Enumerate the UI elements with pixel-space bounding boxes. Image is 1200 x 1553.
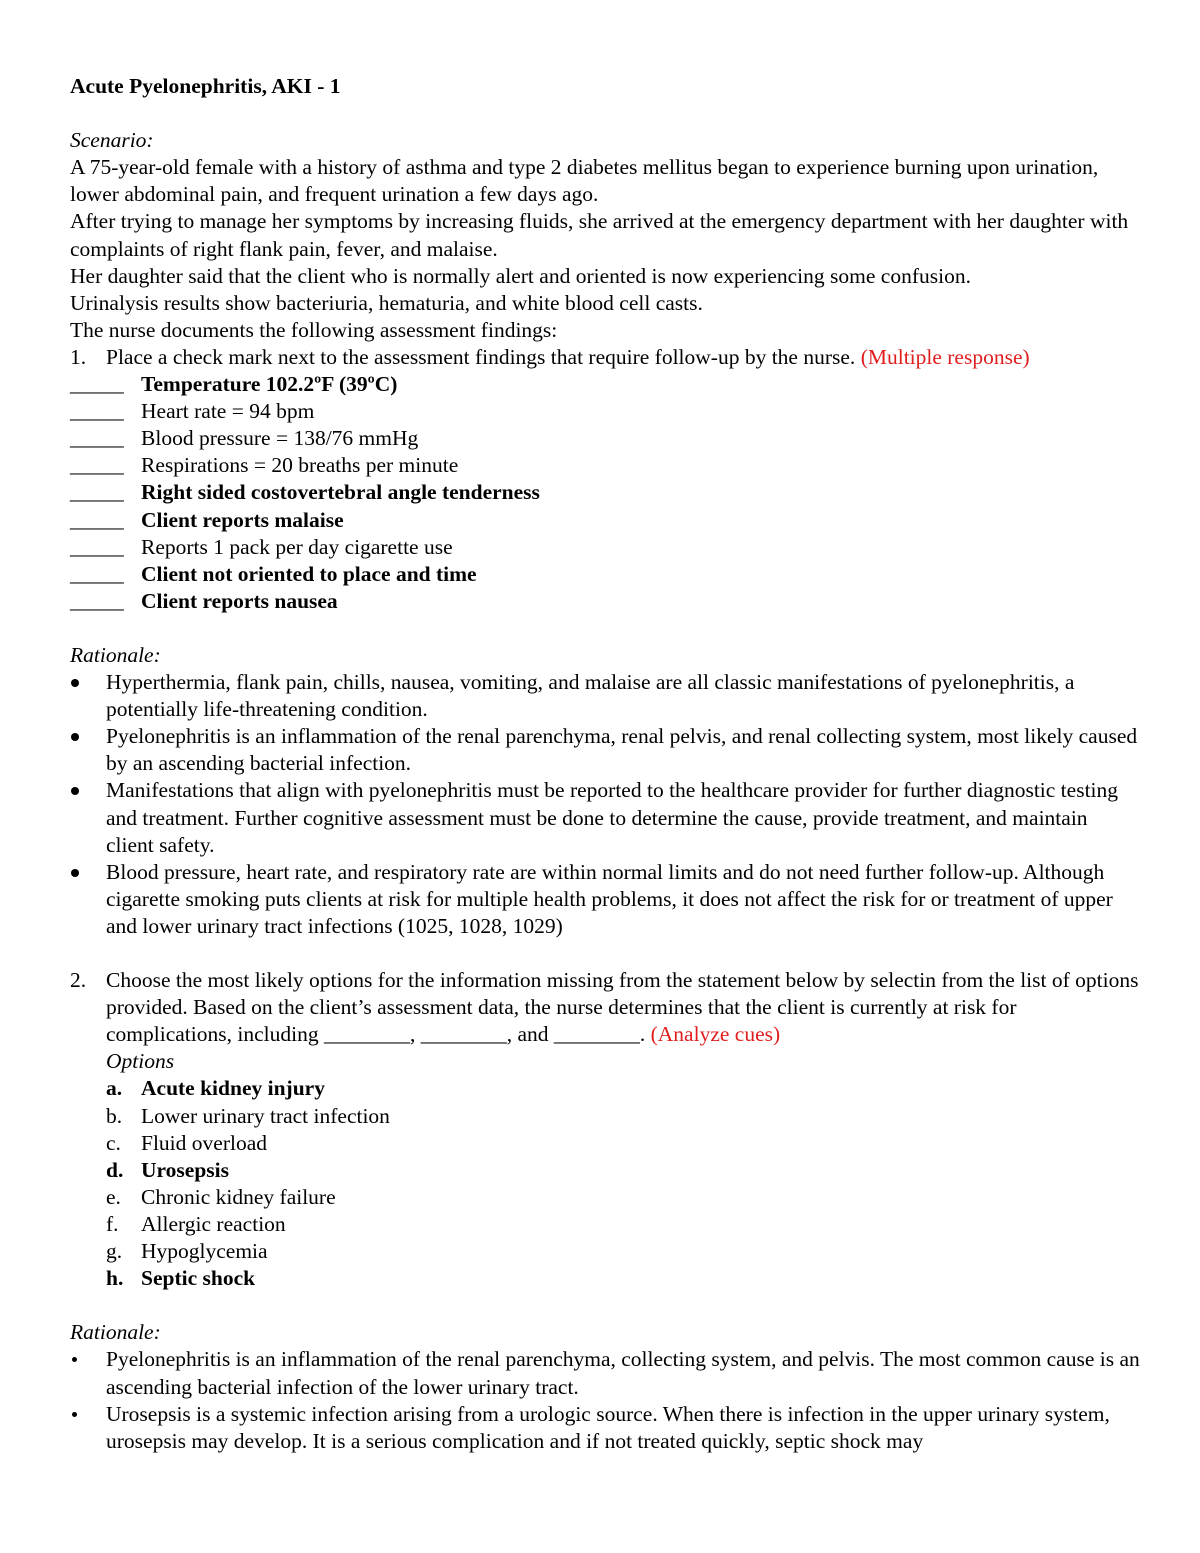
option-item[interactable]: f. Allergic reaction — [106, 1211, 286, 1236]
check-blank[interactable]: _____ — [70, 399, 124, 424]
bullet-icon — [70, 1401, 106, 1455]
check-blank[interactable]: _____ — [70, 534, 124, 559]
option-item[interactable]: c. Fluid overload — [106, 1130, 267, 1155]
question-number: 1. — [70, 344, 87, 369]
bullet-icon — [70, 723, 106, 777]
scenario-paragraph: Her daughter said that the client who is normally alert and oriented is now experiencing some confusion. — [70, 263, 971, 288]
finding-text: Temperature 102.2ºF (39ºC) — [141, 372, 398, 397]
option-item[interactable]: g. Hypoglycemia — [106, 1239, 268, 1264]
question-text: Choose the most likely options for the information missing from the statement below by selectin from the list of options provided. Based on the client’s assessment data, the nurse determines that the client is currently at risk for complications, including ________, ________, and ________. — [106, 968, 1139, 1047]
finding-text: Reports 1 pack per day cigarette use — [141, 534, 453, 559]
options-label: Options — [106, 1049, 175, 1074]
scenario-label: Scenario: — [70, 128, 154, 153]
check-blank[interactable]: _____ — [70, 480, 124, 505]
question-tag: (Analyze cues) — [650, 1022, 781, 1047]
check-blank[interactable]: _____ — [70, 426, 124, 451]
question-2 — [70, 967, 1140, 1048]
finding-text: Respirations = 20 breaths per minute — [141, 453, 459, 478]
finding-row — [70, 561, 1140, 588]
finding-row — [70, 452, 1140, 479]
scenario-paragraph: A 75-year-old female with a history of asthma and type 2 diabetes mellitus began to experience burning upon urination, lower abdominal pain, and frequent urination a few days ago. — [70, 155, 1099, 207]
finding-text: Right sided costovertebral angle tenderness — [141, 480, 540, 505]
rationale-item: Manifestations that align with pyelonephritis must be reported to the healthcare provider for further diagnostic testing and treatment. Further cognitive assessment must be done to determine the cause, provide treatment, and maintain client safety. — [70, 777, 1140, 858]
option-item[interactable]: d. Urosepsis — [106, 1157, 230, 1182]
options-list — [70, 1048, 1140, 1292]
rationale-item: Pyelonephritis is an inflammation of the renal parenchyma, renal pelvis, and renal collecting system, most likely caused by an ascending bacterial infection. — [70, 723, 1140, 777]
bullet-icon — [70, 859, 106, 940]
bullet-icon — [70, 1346, 106, 1400]
finding-text: Heart rate = 94 bpm — [141, 399, 315, 424]
scenario-paragraph: After trying to manage her symptoms by increasing fluids, she arrived at the emergency department with her daughter with complaints of right flank pain, fever, and malaise. — [70, 209, 1129, 261]
finding-row — [70, 479, 1140, 506]
check-blank[interactable]: _____ — [70, 507, 124, 532]
question-number: 2. — [70, 968, 87, 993]
finding-row — [70, 534, 1140, 561]
option-item[interactable]: h. Septic shock — [106, 1266, 256, 1291]
finding-row — [70, 507, 1140, 534]
rationale-label: Rationale: — [70, 1320, 161, 1345]
document-page — [70, 73, 1140, 1455]
rationale-label: Rationale: — [70, 642, 161, 667]
scenario-paragraph: The nurse documents the following assessment findings: — [70, 317, 558, 342]
rationale-item: Hyperthermia, flank pain, chills, nausea, vomiting, and malaise are all classic manifestations of pyelonephritis, a potentially life-threatening condition. — [70, 669, 1140, 723]
check-blank[interactable]: _____ — [70, 372, 124, 397]
scenario-paragraph: Urinalysis results show bacteriuria, hematuria, and white blood cell casts. — [70, 290, 703, 315]
document-title: Acute Pyelonephritis, AKI - 1 — [70, 74, 341, 98]
bullet-icon — [70, 669, 106, 723]
check-blank[interactable]: _____ — [70, 453, 124, 478]
finding-text: Blood pressure = 138/76 mmHg — [141, 426, 419, 451]
finding-row — [70, 371, 1140, 398]
bullet-icon — [70, 777, 106, 858]
rationale-item: Urosepsis is a systemic infection arising from a urologic source. When there is infection in the upper urinary system, urosepsis may develop. It is a serious complication and if not treated quickly, septic shock may — [70, 1401, 1140, 1455]
finding-row — [70, 588, 1140, 615]
rationale-item: Pyelonephritis is an inflammation of the renal parenchyma, collecting system, and pelvis. The most common cause is an ascending bacterial infection of the lower urinary tract. — [70, 1346, 1140, 1400]
check-blank[interactable]: _____ — [70, 588, 124, 613]
question-1 — [70, 344, 1140, 371]
rationale-item: Blood pressure, heart rate, and respiratory rate are within normal limits and do not need further follow-up. Although cigarette smoking puts clients at risk for multiple health problems, it does not affect the risk for or treatment of upper and lower urinary tract infections (1025, 1028, 1029) — [70, 859, 1140, 940]
check-blank[interactable]: _____ — [70, 561, 124, 586]
finding-row — [70, 425, 1140, 452]
question-tag: (Multiple response) — [860, 344, 1030, 369]
option-item[interactable]: b. Lower urinary tract infection — [106, 1103, 390, 1128]
option-item[interactable]: a. Acute kidney injury — [106, 1076, 325, 1101]
option-item[interactable]: e. Chronic kidney failure — [106, 1184, 336, 1209]
finding-text: Client not oriented to place and time — [141, 561, 477, 586]
finding-text: Client reports nausea — [141, 588, 338, 613]
finding-row — [70, 398, 1140, 425]
question-text: Place a check mark next to the assessment findings that require follow-up by the nurse. — [106, 344, 856, 369]
finding-text: Client reports malaise — [141, 507, 344, 532]
